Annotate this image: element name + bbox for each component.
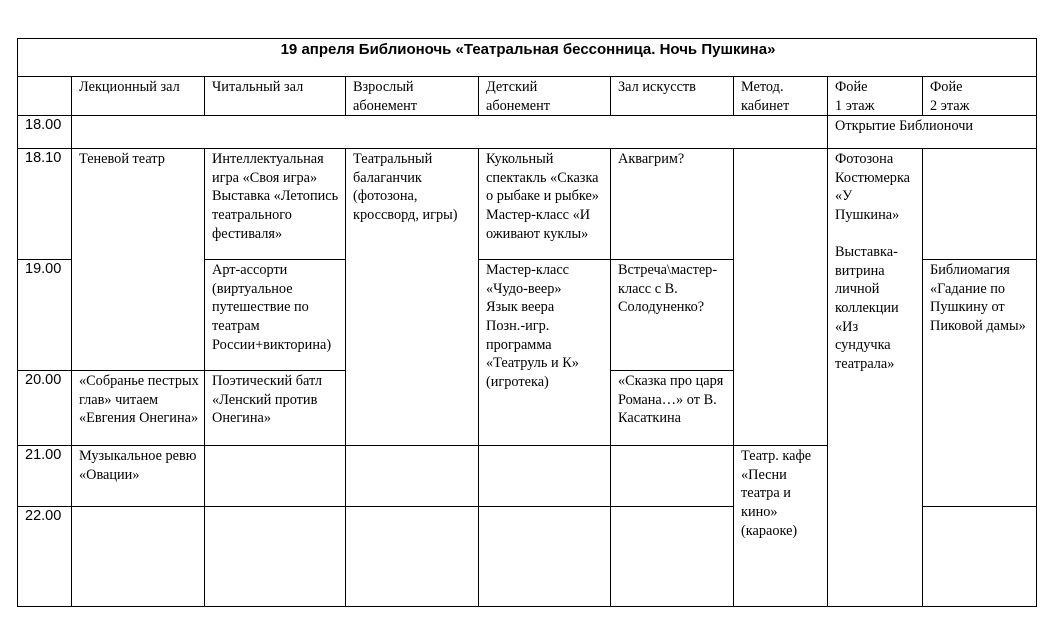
header-reading-hall: Читальный зал bbox=[205, 77, 346, 116]
empty-cell bbox=[923, 507, 1037, 607]
time-2200: 22.00 bbox=[18, 507, 72, 607]
time-1810: 18.10 bbox=[18, 149, 72, 260]
time-1900: 19.00 bbox=[18, 260, 72, 371]
event-puppet-show: Кукольный спектакль «Сказка о рыбаке и рыбке» Мастер-класс «И оживают куклы» bbox=[479, 149, 611, 260]
event-art-assorti: Арт-ассорти (виртуальное путешествие по театрам России+викторина) bbox=[205, 260, 346, 371]
header-arts-hall: Зал искусств bbox=[611, 77, 734, 116]
empty-cell bbox=[479, 507, 611, 607]
empty-cell bbox=[72, 116, 828, 149]
header-lecture-hall: Лекционный зал bbox=[72, 77, 205, 116]
page-title: 19 апреля Библионочь «Театральная бессонница. Ночь Пушкина» bbox=[18, 39, 1037, 77]
header-method-room: Метод. кабинет bbox=[734, 77, 828, 116]
empty-cell bbox=[479, 446, 611, 507]
event-bibliomagic: Библиомагия «Гадание по Пушкину от Пиковой дамы» bbox=[923, 260, 1037, 507]
header-foyer-1: Фойе 1 этаж bbox=[828, 77, 923, 116]
event-tsar-roman: «Сказка про царя Романа…» от В. Касаткина bbox=[611, 371, 734, 446]
time-1800: 18.00 bbox=[18, 116, 72, 149]
event-theatre-cafe: Театр. кафе «Песни театра и кино» (караоке) bbox=[734, 446, 828, 607]
empty-cell bbox=[734, 149, 828, 446]
event-balaganchik: Театральный балаганчик (фотозона, кроссворд, игры) bbox=[346, 149, 479, 446]
empty-cell bbox=[923, 149, 1037, 260]
empty-cell bbox=[346, 507, 479, 607]
schedule-table bbox=[17, 38, 1037, 607]
header-kids-department: Детский абонемент bbox=[479, 77, 611, 116]
event-aquagrim: Аквагрим? bbox=[611, 149, 734, 260]
event-opening: Открытие Библионочи bbox=[828, 116, 1037, 149]
event-sobranie: «Собранье пестрых глав» читаем «Евгения Онегина» bbox=[72, 371, 205, 446]
empty-cell bbox=[611, 446, 734, 507]
empty-cell bbox=[611, 507, 734, 607]
header-foyer-2: Фойе 2 этаж bbox=[923, 77, 1037, 116]
event-svoya-igra: Интеллектуальная игра «Своя игра» Выставка «Летопись театрального фестиваля» bbox=[205, 149, 346, 260]
time-2000: 20.00 bbox=[18, 371, 72, 446]
empty-cell bbox=[205, 446, 346, 507]
event-shadow-theatre: Теневой театр bbox=[72, 149, 205, 371]
event-solodunenko-meeting: Встреча\мастер-класс с В. Солодуненко? bbox=[611, 260, 734, 371]
empty-cell bbox=[72, 507, 205, 607]
event-foyer1-block: Фотозона Костюмерка «У Пушкина» Выставка-витрина личной коллекции «Из сундучка театрала» bbox=[828, 149, 923, 607]
event-poetic-battle: Поэтический батл «Ленский против Онегина» bbox=[205, 371, 346, 446]
header-adult-department: Взрослый абонемент bbox=[346, 77, 479, 116]
empty-cell bbox=[205, 507, 346, 607]
event-fan-workshop: Мастер-класс «Чудо-веер» Язык веера Позн.-игр. программа «Театруль и К» (игротека) bbox=[479, 260, 611, 446]
event-musical-revue: Музыкальное ревю «Овации» bbox=[72, 446, 205, 507]
empty-cell bbox=[346, 446, 479, 507]
time-2100: 21.00 bbox=[18, 446, 72, 507]
header-time bbox=[18, 77, 72, 116]
